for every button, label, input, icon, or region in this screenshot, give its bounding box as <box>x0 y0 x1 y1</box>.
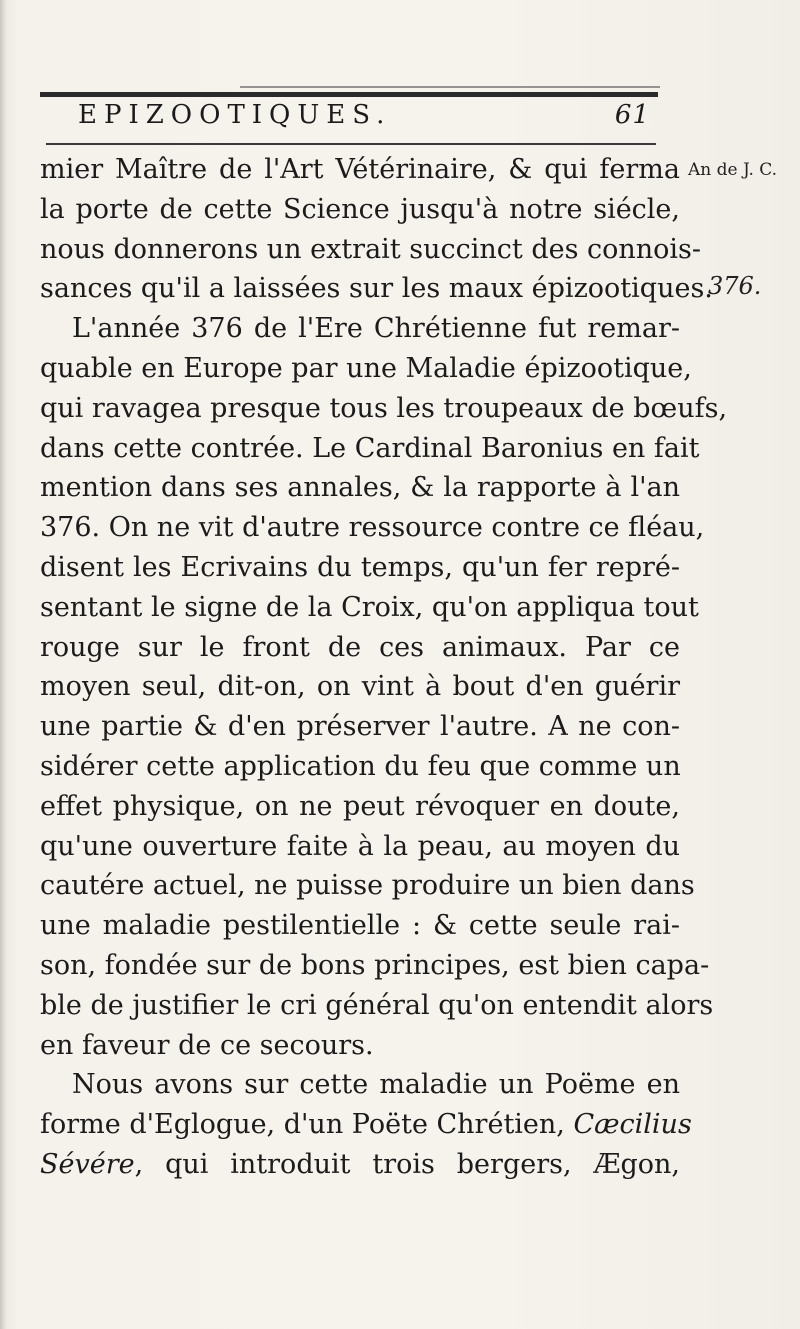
text-line: mention dans ses annales, & la rapporte à l'an <box>40 472 680 504</box>
text-line: la porte de cette Science jusqu'à notre siécle, <box>40 193 680 225</box>
text-line: L'année 376 de l'Ere Chrétienne fut remar- <box>72 313 680 345</box>
text-line: quable en Europe par une Maladie épizootique, <box>40 352 692 384</box>
text-line: Nous avons sur cette maladie un Poëme en <box>72 1069 680 1101</box>
text-line: sidérer cette application du feu que comme un <box>40 750 681 782</box>
text-line: qu'une ouverture faite à la peau, au moyen du <box>40 830 680 862</box>
page-edge-shadow <box>0 0 6 1329</box>
margin-note-year: 376. <box>708 272 762 300</box>
text-line: en faveur de ce secours. <box>40 1029 374 1061</box>
top-rule <box>40 92 658 97</box>
margin-note-era: An de J. C. <box>688 160 778 180</box>
top-ornament-rule <box>240 86 660 88</box>
italic-name: Sévére <box>40 1148 135 1180</box>
text-line: ble de justifier le cri général qu'on entendit alors <box>40 989 714 1021</box>
text-fragment: forme d'Eglogue, d'un Poëte Chrétien, <box>40 1109 565 1141</box>
text-line: qui ravagea presque tous les troupeaux de bœufs, <box>40 392 728 424</box>
text-line: effet physique, on ne peut révoquer en doute, <box>40 790 680 822</box>
text-line: sances qu'il a laissées sur les maux épizootiques. <box>40 273 713 305</box>
text-line: mier Maître de l'Art Vétérinaire, & qui ferma <box>40 154 680 185</box>
text-line: moyen seul, dit-on, on vint à bout d'en guérir <box>40 671 680 703</box>
running-header <box>78 100 658 136</box>
text-line: dans cette contrée. Le Cardinal Baronius en fait <box>40 432 700 464</box>
text-line: une partie & d'en préserver l'autre. A ne con- <box>40 711 680 743</box>
text-line <box>40 1105 692 1145</box>
running-title: EPIZOOTIQUES. <box>78 100 392 130</box>
page-number: 61 <box>614 100 650 130</box>
text-line: nous donnerons un extrait succinct des connois- <box>40 233 702 265</box>
text-fragment: , qui introduit trois bergers, Ægon, <box>134 1148 680 1180</box>
italic-name: Cæcilius <box>573 1109 692 1141</box>
header-rule <box>46 143 656 145</box>
text-line: sentant le signe de la Croix, qu'on appliqua tout <box>40 591 699 623</box>
text-line: disent les Ecrivains du temps, qu'un fer repré- <box>40 551 680 583</box>
text-line: 376. On ne vit d'autre ressource contre ce fléau, <box>40 512 705 544</box>
text-line: cautére actuel, ne puisse produire un bien dans <box>40 870 695 902</box>
text-line <box>40 1145 680 1185</box>
text-line: rouge sur le front de ces animaux. Par ce <box>40 631 680 663</box>
body-text <box>40 150 728 1185</box>
text-line: son, fondée sur de bons principes, est bien capa- <box>40 949 710 981</box>
text-line: une maladie pestilentielle : & cette seule rai- <box>40 910 680 942</box>
